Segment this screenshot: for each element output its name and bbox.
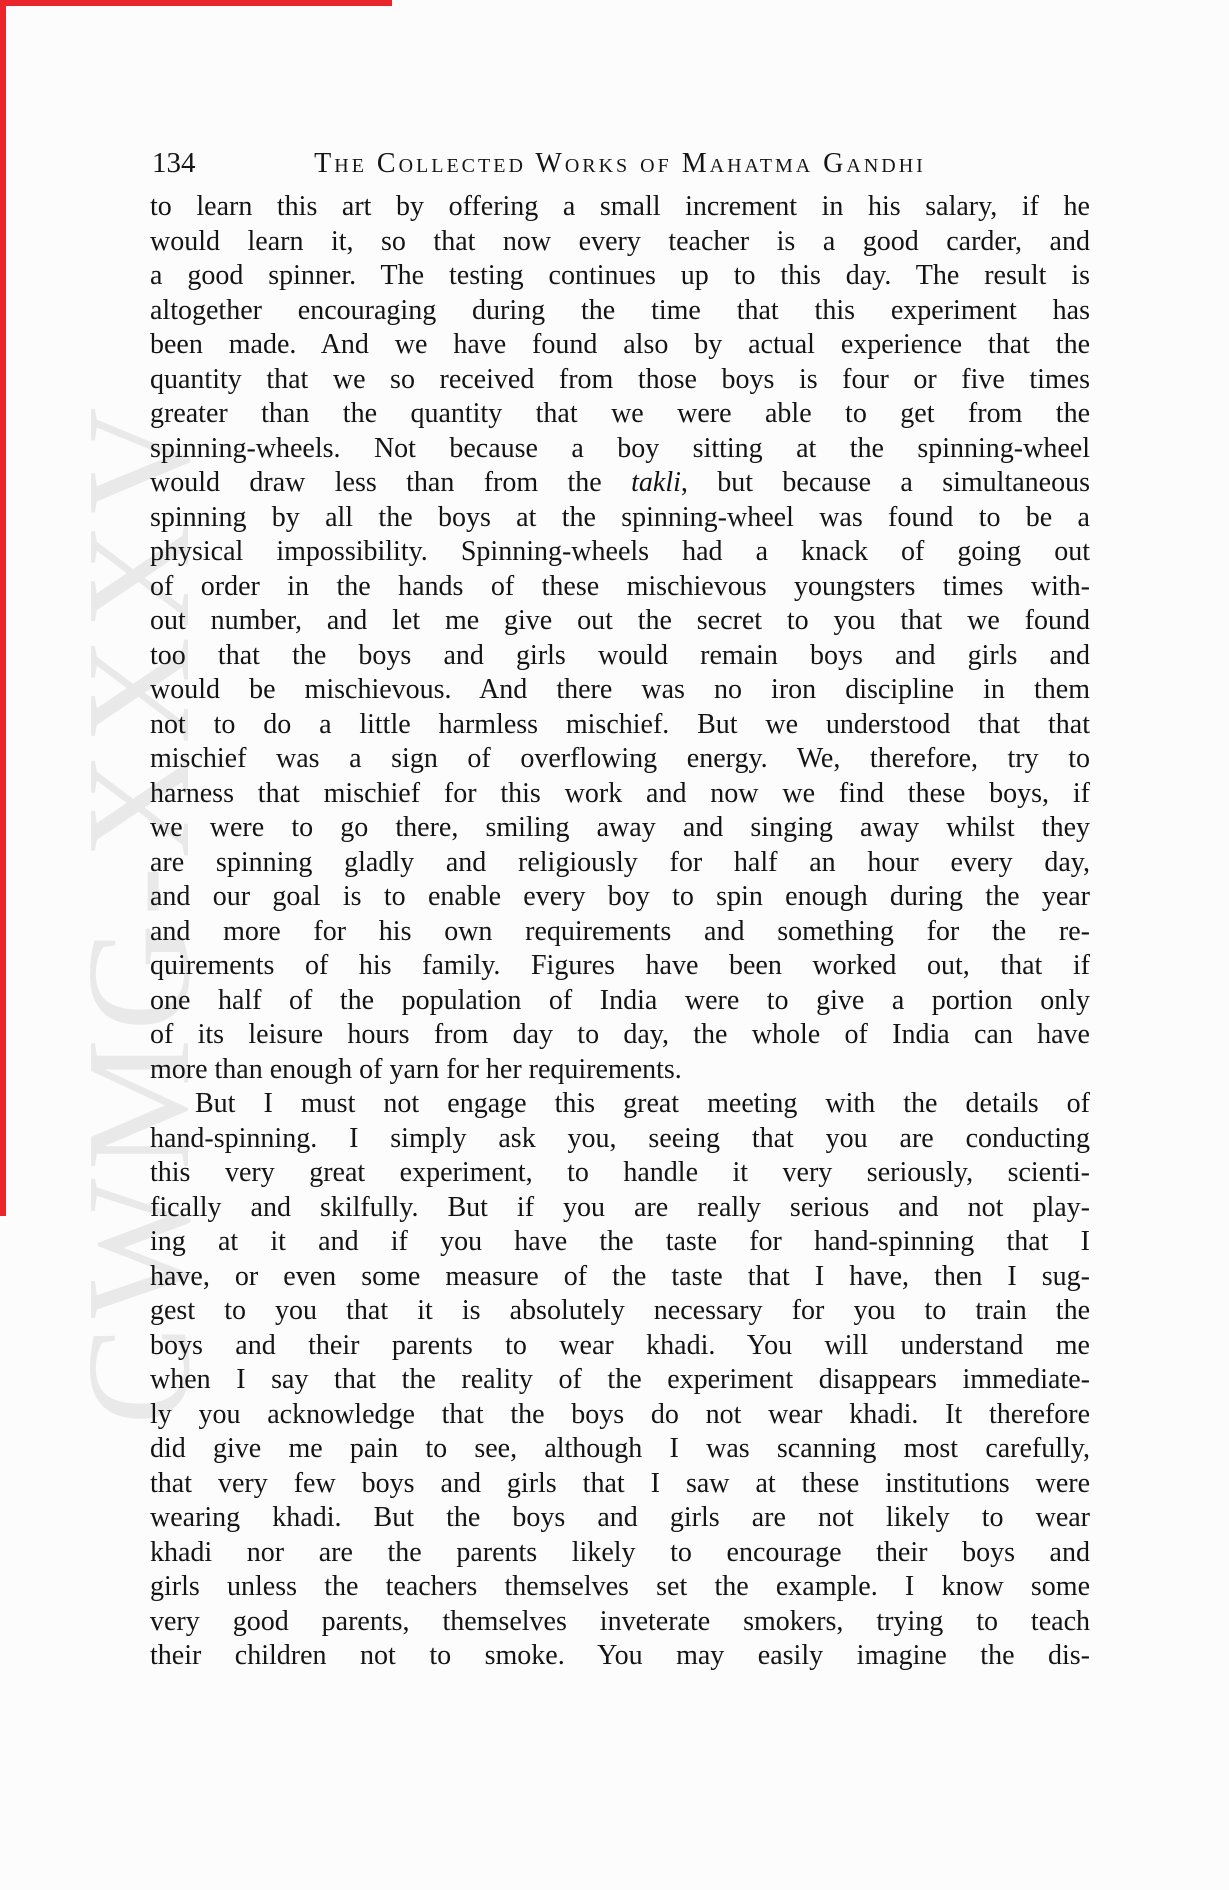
page-number: 134 [152,147,196,179]
text-line: hand-spinning. I simply ask you, seeing that you are conducting [150,1122,1090,1154]
text-line: physical impossibility. Spinning-wheels had a knack of going out [150,536,1090,567]
text-line: we were to go there, smiling away and singing away whilst they [150,812,1090,843]
watermark: CWMG-XXXV [57,399,221,1425]
text-line: wearing khadi. But the boys and girls are not likely to wear [150,1502,1090,1533]
text-line: would draw less than from the takli, but because a simultaneous [150,467,1090,498]
text-line: quantity that we so received from those boys is four or five times [150,363,1090,395]
text-line: ly you acknowledge that the boys do not wear khadi. It therefore [150,1398,1090,1430]
text-line: khadi nor are the parents likely to encourage their boys and [150,1536,1090,1568]
text-line: out number, and let me give out the secret to you that we found [150,605,1090,636]
text-line: very good parents, themselves inveterate smokers, trying to teach [150,1605,1090,1637]
text-line: gest to you that it is absolutely necessary for you to train the [150,1295,1090,1326]
text-line: that very few boys and girls that I saw at these institutions were [150,1467,1090,1499]
text-line: would learn it, so that now every teacher is a good carder, and [150,225,1090,257]
text-line: quirements of his family. Figures have been worked out, that if [150,950,1090,981]
text-line: spinning-wheels. Not because a boy sitting at the spinning-wheel [150,432,1090,464]
text-line: not to do a little harmless mischief. But we understood that that [150,708,1090,740]
running-head-title: The Collected Works of Mahatma Gandhi [314,148,926,179]
text-line: harness that mischief for this work and now we find these boys, if [150,777,1090,809]
text-line: greater than the quantity that we were able to get from the [150,398,1090,429]
text-line: been made. And we have found also by actual experience that the [150,329,1090,360]
text-line: mischief was a sign of overflowing energy. We, therefore, try to [150,743,1090,774]
text-line: boys and their parents to wear khadi. You will understand me [150,1329,1090,1361]
text-line: fically and skilfully. But if you are really serious and not play- [150,1191,1090,1223]
page-header [150,146,1090,186]
text-line: have, or even some measure of the taste that I have, then I sug- [150,1260,1090,1292]
text-line: did give me pain to see, although I was scanning most carefully, [150,1433,1090,1464]
text-block [150,190,1090,1674]
text-line: a good spinner. The testing continues up to this day. The result is [150,260,1090,291]
text-line: of its leisure hours from day to day, the whole of India can have [150,1019,1090,1050]
text-line: girls unless the teachers themselves set the example. I know some [150,1571,1090,1602]
text-line: spinning by all the boys at the spinning-wheel was found to be a [150,501,1090,533]
text-line: of order in the hands of these mischievous youngsters times with- [150,570,1090,602]
text-line: when I say that the reality of the experiment disappears immediate- [150,1364,1090,1395]
scan-edge-mark-top [0,0,392,6]
text-line: too that the boys and girls would remain boys and girls and [150,639,1090,671]
text-line: one half of the population of India were to give a portion only [150,984,1090,1016]
text-line: ing at it and if you have the taste for hand-spinning that I [150,1226,1090,1257]
text-line: their children not to smoke. You may easily imagine the dis- [150,1640,1090,1671]
text-line: and more for his own requirements and something for the re- [150,915,1090,947]
scan-edge-mark-left [0,0,6,1216]
text-line: more than enough of yarn for her requirements. [150,1053,682,1085]
text-line: to learn this art by offering a small increment in his salary, if he [150,191,1090,222]
text-line: But I must not engage this great meeting with the details of [195,1088,1090,1119]
text-line: and our goal is to enable every boy to spin enough during the year [150,881,1090,912]
text-line: would be mischievous. And there was no iron discipline in them [150,674,1090,705]
text-line: are spinning gladly and religiously for half an hour every day, [150,846,1090,878]
text-line: altogether encouraging during the time that this experiment has [150,294,1090,326]
text-line: this very great experiment, to handle it very seriously, scienti- [150,1157,1090,1188]
